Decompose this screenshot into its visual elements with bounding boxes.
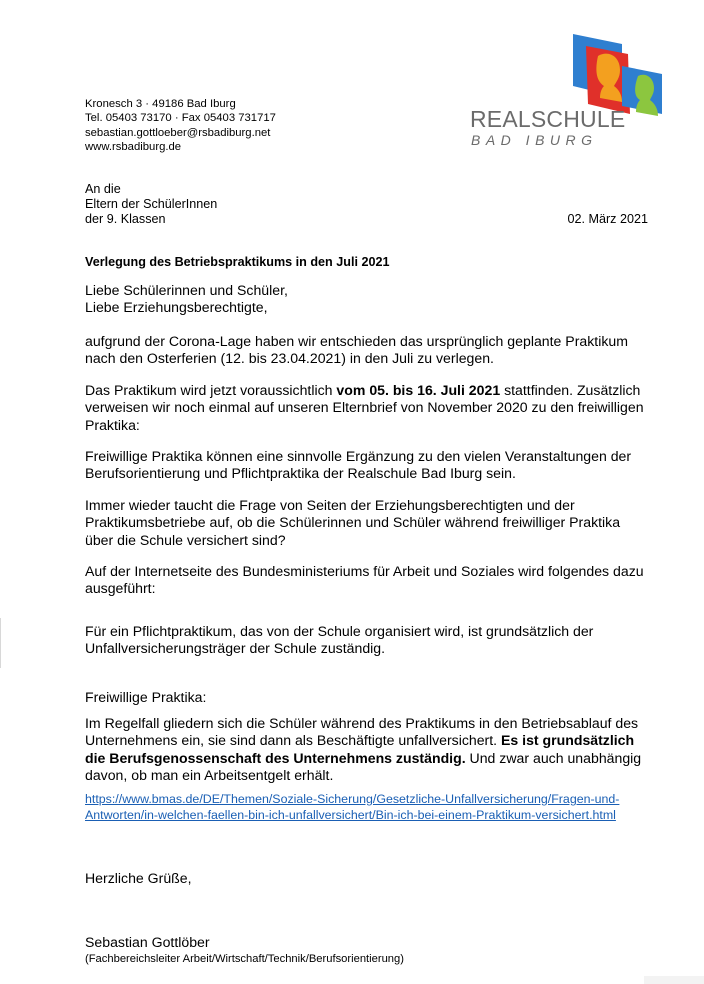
paragraph-5 [85,563,665,598]
paragraph-4 [85,497,665,549]
sender-email: sebastian.gottloeber@rsbadiburg.net [85,126,271,139]
link-line[interactable]: https://www.bmas.de/DE/Themen/Soziale-Sicherung/Gesetzliche-Unfallversicherung/Fragen-und- [85,792,620,806]
paragraph-line [85,732,665,749]
paragraph-line: verweisen wir noch einmal auf unseren Elternbrief von November 2020 zu den freiwilligen [85,399,644,416]
greeting-line: Liebe Schülerinnen und Schüler, [85,282,288,298]
greeting [85,282,665,317]
emphasis-text: Es ist grundsätzlich [501,732,635,749]
text-run: Das Praktikum wird jetzt voraussichtlich [85,382,337,398]
sender-phone: Tel. 05403 73170 · Fax 05403 731717 [85,112,276,125]
recipient-line: der 9. Klassen [85,212,166,226]
paragraph-line: nach den Osterferien (12. bis 23.04.2021) in den Juli zu verlegen. [85,350,494,367]
text-run: stattfinden. Zusätzlich [500,382,641,398]
paragraph-line: Unfallversicherungsträger der Schule zuständig. [85,640,386,657]
paragraph-line: über die Schule versichert sind? [85,531,286,548]
paragraph-line: Berufsorientierung und Pflichtpraktika der Realschule Bad Iburg sein. [85,465,516,482]
emphasis-text: die Berufsgenossenschaft des Unternehmens zuständig. [85,749,466,766]
recipient-line: Eltern der SchülerInnen [85,197,218,211]
voluntary-internship-heading: Freiwillige Praktika: [85,689,207,705]
recipient-block [85,182,217,227]
paragraph-7 [85,715,665,784]
text-run: Und zwar auch unabhängig [465,749,642,766]
link-line[interactable]: Antworten/in-welchen-faellen-bin-ich-unfallversichert/Bin-ich-bei-einem-Praktikum-versichert.html [85,807,616,822]
paragraph-line: Praktika: [85,416,140,433]
signature-role: (Fachbereichsleiter Arbeit/Wirtschaft/Technik/Berufsorientierung) [85,953,404,966]
greeting-line: Liebe Erziehungsberechtigte, [85,299,268,316]
page-corner-shade [644,976,704,984]
paragraph-line [85,382,665,399]
signature-name: Sebastian Gottlöber [85,934,210,950]
paragraph-line: Für ein Pflichtpraktikum, das von der Schule organisiert wird, ist grundsätzlich der [85,623,594,639]
paragraph-line: ausgeführt: [85,580,156,597]
paragraph-line: Im Regelfall gliedern sich die Schüler während des Praktikums in den Betriebsablauf des [85,715,639,731]
paragraph-line: Praktikumsbetriebe auf, ob die Schülerinnen und Schüler während freiwilliger Praktika [85,514,621,531]
page-edge-divider [0,618,1,668]
letter-subject: Verlegung des Betriebspraktikums in den Juli 2021 [85,255,390,269]
sender-address-block [85,97,276,155]
closing: Herzliche Grüße, [85,870,192,886]
signature-block [85,934,665,969]
recipient-line: An die [85,182,121,196]
paragraph-line: Auf der Internetseite des Bundesministeriums für Arbeit und Soziales wird folgendes dazu [85,563,644,579]
sender-website: www.rsbadiburg.de [85,141,182,154]
paragraph-line: Immer wieder taucht die Frage von Seiten der Erziehungsberechtigten und der [85,497,575,513]
paragraph-1 [85,333,665,368]
paragraph-6-quote [85,623,665,658]
paragraph-3 [85,448,665,483]
school-logo-wordmark [470,106,630,148]
logo-school-place: BAD IBURG [471,132,598,148]
paragraph-line [85,750,665,767]
letter-date: 02. März 2021 [567,212,648,226]
paragraph-2 [85,382,665,434]
paragraph-line: davon, ob man ein Arbeitsentgelt erhält. [85,766,334,783]
bmas-link[interactable] [85,792,665,823]
text-run: Unternehmens ein, sie sind dann als Beschäftigte unfallversichert. [85,732,501,749]
logo-school-name: REALSCHULE [470,106,626,132]
paragraph-line: aufgrund der Corona-Lage haben wir entschieden das ursprünglich geplante Praktikum [85,333,628,349]
internship-dates: vom 05. bis 16. Juli 2021 [336,382,501,398]
sender-address: Kronesch 3 · 49186 Bad Iburg [85,98,236,110]
paragraph-line: Freiwillige Praktika können eine sinnvolle Ergänzung zu den vielen Veranstaltungen der [85,448,632,464]
